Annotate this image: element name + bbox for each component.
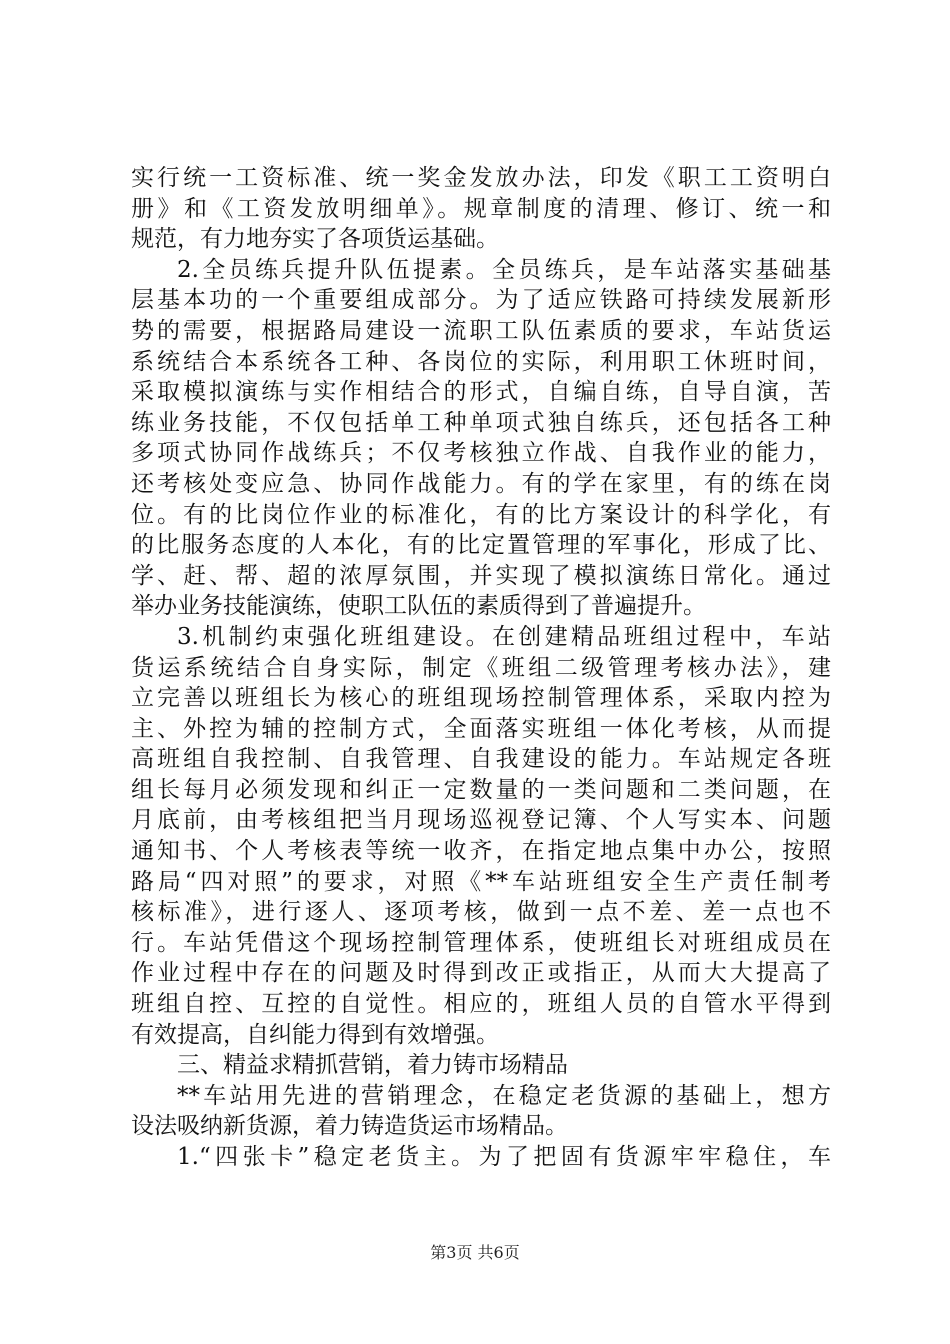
text-line: 组长每月必须发现和纠正一定数量的一类问题和二类问题，在: [131, 776, 831, 803]
text-line: 有效提高，自纠能力得到有效增强。: [131, 1021, 499, 1048]
text-line: 三、精益求精抓营销，着力铸市场精品: [177, 1052, 568, 1079]
text-line: 1.“四张卡”稳定老货主。为了把固有货源牢牢稳住，车: [177, 1144, 831, 1170]
text-line: 规范，有力地夯实了各项货运基础。: [131, 226, 499, 253]
text-line: 册》和《工资发放明细单》。规章制度的清理、修订、统一和: [131, 195, 831, 222]
text-line: 练业务技能，不仅包括单工种单项式独自练兵，还包括各工种: [131, 409, 831, 436]
text-line: 2.全员练兵提升队伍提素。全员练兵，是车站落实基础基: [177, 256, 831, 283]
text-line: 立完善以班组长为核心的班组现场控制管理体系，采取内控为: [131, 685, 831, 712]
text-line: 学、赶、帮、超的浓厚氛围，并实现了模拟演练日常化。通过: [131, 562, 831, 589]
text-line: 月底前，由考核组把当月现场巡视登记簿、个人写实本、问题: [131, 807, 831, 834]
text-line: 位。有的比岗位作业的标准化，有的比方案设计的科学化，有: [131, 501, 831, 528]
text-line: 还考核处变应急、协同作战能力。有的学在家里，有的练在岗: [131, 470, 831, 497]
text-line: 设法吸纳新货源，着力铸造货运市场精品。: [131, 1113, 568, 1140]
text-line: 班组自控、互控的自觉性。相应的，班组人员的自管水平得到: [131, 991, 831, 1018]
text-line: 的比服务态度的人本化，有的比定置管理的军事化，形成了比、: [131, 532, 831, 559]
text-line: 系统结合本系统各工种、各岗位的实际，利用职工休班时间，: [131, 348, 831, 375]
text-line: 通知书、个人考核表等统一收齐，在指定地点集中办公，按照: [131, 838, 831, 865]
text-line: **车站用先进的营销理念，在稳定老货源的基础上，想方: [177, 1082, 831, 1109]
text-line: 3.机制约束强化班组建设。在创建精品班组过程中，车站: [177, 623, 831, 650]
text-line: 多项式协同作战练兵；不仅考核独立作战、自我作业的能力，: [131, 440, 831, 467]
text-line: 高班组自我控制、自我管理、自我建设的能力。车站规定各班: [131, 746, 831, 773]
text-line: 实行统一工资标准、统一奖金发放办法，印发《职工工资明白: [131, 165, 831, 191]
text-line: 举办业务技能演练，使职工队伍的素质得到了普遍提升。: [131, 593, 706, 620]
text-line: 采取模拟演练与实作相结合的形式，自编自练，自导自演，苦: [131, 379, 831, 406]
text-line: 核标准》，进行逐人、逐项考核，做到一点不差、差一点也不: [131, 899, 831, 926]
page-number: 第3页 共6页: [430, 1243, 520, 1262]
document-body: [131, 163, 831, 1173]
text-line: 行。车站凭借这个现场控制管理体系，使班组长对班组成员在: [131, 929, 831, 956]
text-line: 主、外控为辅的控制方式，全面落实班组一体化考核，从而提: [131, 715, 831, 742]
text-line: 货运系统结合自身实际，制定《班组二级管理考核办法》，建: [131, 654, 831, 681]
text-line: 路局“四对照”的要求，对照《**车站班组安全生产责任制考: [131, 868, 831, 895]
text-line: 层基本功的一个重要组成部分。为了适应铁路可持续发展新形: [131, 287, 831, 314]
text-line: 作业过程中存在的问题及时得到改正或指正，从而大大提高了: [131, 960, 831, 987]
text-line: 势的需要，根据路局建设一流职工队伍素质的要求，车站货运: [131, 317, 831, 344]
